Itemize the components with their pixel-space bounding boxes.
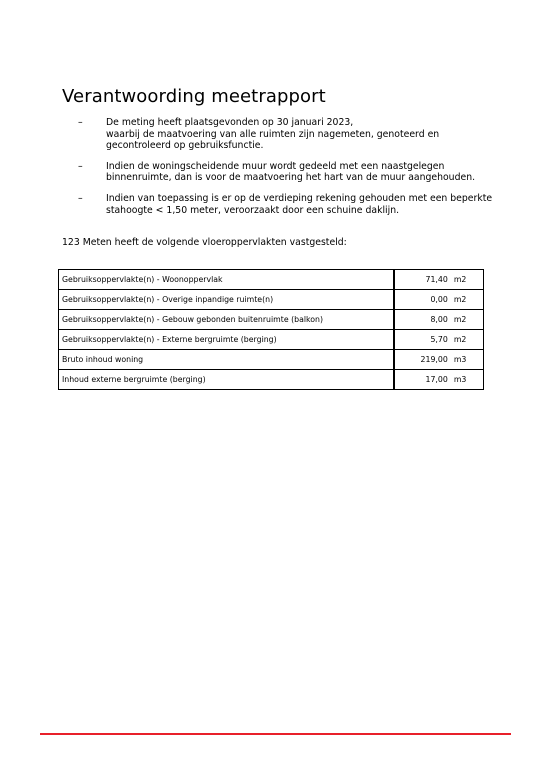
table-row [59, 290, 484, 310]
row-value: 71,40 [394, 270, 451, 290]
bullet-line: De meting heeft plaatsgevonden op 30 januari 2023, [106, 117, 354, 128]
table-row [59, 350, 484, 370]
row-unit: m2 [451, 270, 484, 290]
row-value: 17,00 [394, 370, 451, 390]
row-label: Gebruiksoppervlakte(n) - Gebouw gebonden buitenruimte (balkon) [59, 310, 394, 330]
bullet-dash: – [78, 192, 83, 204]
row-unit: m3 [451, 350, 484, 370]
bullet-dash: – [78, 117, 83, 128]
row-label: Gebruiksoppervlakte(n) - Overige inpandige ruimte(n) [59, 290, 394, 310]
row-value: 8,00 [394, 310, 451, 330]
bullet-line: stahoogte < 1,50 meter, veroorzaakt door een schuine daklijn. [106, 204, 400, 216]
page-title: Verantwoording meetrapport [62, 86, 326, 107]
row-unit: m2 [451, 330, 484, 350]
bullet-line: binnenruimte, dan is voor de maatvoering het hart van de muur aangehouden. [106, 172, 476, 184]
row-label: Gebruiksoppervlakte(n) - Externe bergruimte (berging) [59, 330, 394, 350]
bullet-item [78, 161, 498, 184]
table-row [59, 330, 484, 350]
table-row [59, 310, 484, 330]
table-row [59, 370, 484, 390]
row-value: 0,00 [394, 290, 451, 310]
row-value: 219,00 [394, 350, 451, 370]
row-unit: m3 [451, 370, 484, 390]
intro-text: 123 Meten heeft de volgende vloeroppervlakten vastgesteld: [62, 237, 347, 248]
bullet-line: gecontroleerd op gebruiksfunctie. [106, 140, 264, 152]
row-label: Bruto inhoud woning [59, 350, 394, 370]
bullet-dash: – [78, 160, 83, 172]
bullet-item [78, 117, 498, 152]
footer-rule [40, 733, 511, 735]
bullet-line: Indien van toepassing is er op de verdieping rekening gehouden met een beperkte [106, 192, 493, 204]
row-value: 5,70 [394, 330, 451, 350]
row-label: Inhoud externe bergruimte (berging) [59, 370, 394, 390]
table-row [59, 270, 484, 290]
bullet-item [78, 193, 498, 216]
bullet-list [78, 117, 498, 225]
area-table [58, 269, 484, 390]
bullet-line: waarbij de maatvoering van alle ruimten zijn nagemeten, genoteerd en [106, 128, 440, 140]
row-label: Gebruiksoppervlakte(n) - Woonoppervlak [59, 270, 394, 290]
row-unit: m2 [451, 290, 484, 310]
row-unit: m2 [451, 310, 484, 330]
bullet-line: Indien de woningscheidende muur wordt gedeeld met een naastgelegen [106, 160, 445, 172]
